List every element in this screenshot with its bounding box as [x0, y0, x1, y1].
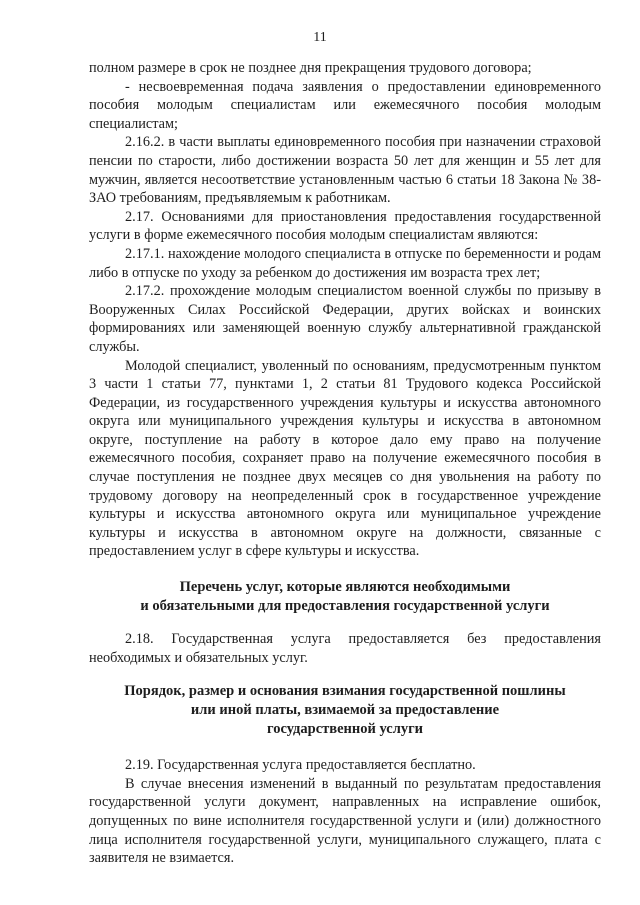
heading-line: или иной платы, взимаемой за предоставление — [190, 702, 500, 718]
heading-line: и обязательными для предоставления государственной услуги — [140, 597, 550, 614]
paragraph-2-19: 2.19. Государственная услуга предоставляется бесплатно. — [125, 757, 476, 774]
paragraph-contract-end: полном размере в срок не позднее дня прекращения трудового договора; — [89, 60, 532, 76]
paragraph-2-16-2: 2.16.2. в части выплаты единовременного пособия при назначении страховой пенсии по старости, либо достижении возраста 50 лет для женщин и 55 лет для мужчин, является несоответствие установленным частью 6 статьи 18 Закона № 38-ЗАО требованиям, предъявляемым к работникам. — [89, 134, 601, 207]
paragraph-fee-not-charged: В случае внесения изменений в выданный по результатам предоставления государственной услуги документ, направленных на исправление ошибок, допущенных по вине исполнителя государственной услуги и (или) должностного лица исполнителя государственной услуги, муниципального служащего, плата с заявителя не взимается. — [89, 775, 601, 867]
heading-line: государственной услуги — [266, 720, 424, 737]
paragraph-2-17-2: 2.17.2. прохождение молодым специалистом военной службы по призыву в Вооруженных Силах Российской Федерации, других войсках и воинских формированиях или заменяющей военную службу альтернативной гражданской службы. — [89, 283, 601, 355]
section-heading-fee — [89, 682, 601, 738]
paragraph-2-17: 2.17. Основаниями для приостановления предоставления государственной услуги в форме ежемесячного пособия молодым специалистам являются: — [89, 208, 601, 244]
heading-line: Порядок, размер и основания взимания государственной пошлины — [124, 683, 566, 700]
paragraph-dismissed-specialist: Молодой специалист, уволенный по основаниям, предусмотренным пунктом 3 части 1 статьи 77, пунктами 1, 2 статьи 81 Трудового кодекса Российской Федерации, из государственного учреждения культуры и искусства автономного округа или муниципального учреждения культуры и искусства в автономном округе, поступление на работу в которое дало ему право на получение ежемесячного пособия, сохраняет право на получение ежемесячного пособия в случае поступления не позднее двух месяцев со дня увольнения на работу по трудовому договору на неопределенный срок в государственное учреждение культуры и искусства автономного округа или муниципальное учреждение культуры и искусства в автономном округе на должности, связанные с предоставлением услуг в сфере культуры и искусства. — [89, 357, 601, 560]
heading-line: Перечень услуг, которые являются необходимыми — [179, 579, 511, 596]
paragraph-2-18: 2.18. Государственная услуга предоставляется без предоставления необходимых и обязательных услуг. — [89, 631, 601, 666]
document-body — [89, 59, 601, 868]
section-heading-required-services — [89, 578, 601, 615]
paragraph-late-application: - несвоевременная подача заявления о предоставлении единовременного пособия молодым специалистам или ежемесячного пособия молодым специалистам; — [89, 78, 601, 132]
paragraph-2-17-1: 2.17.1. нахождение молодого специалиста в отпуске по беременности и родам либо в отпуске по уходу за ребенком до достижения им возраста трех лет; — [89, 245, 601, 281]
page-number: 11 — [313, 30, 327, 45]
